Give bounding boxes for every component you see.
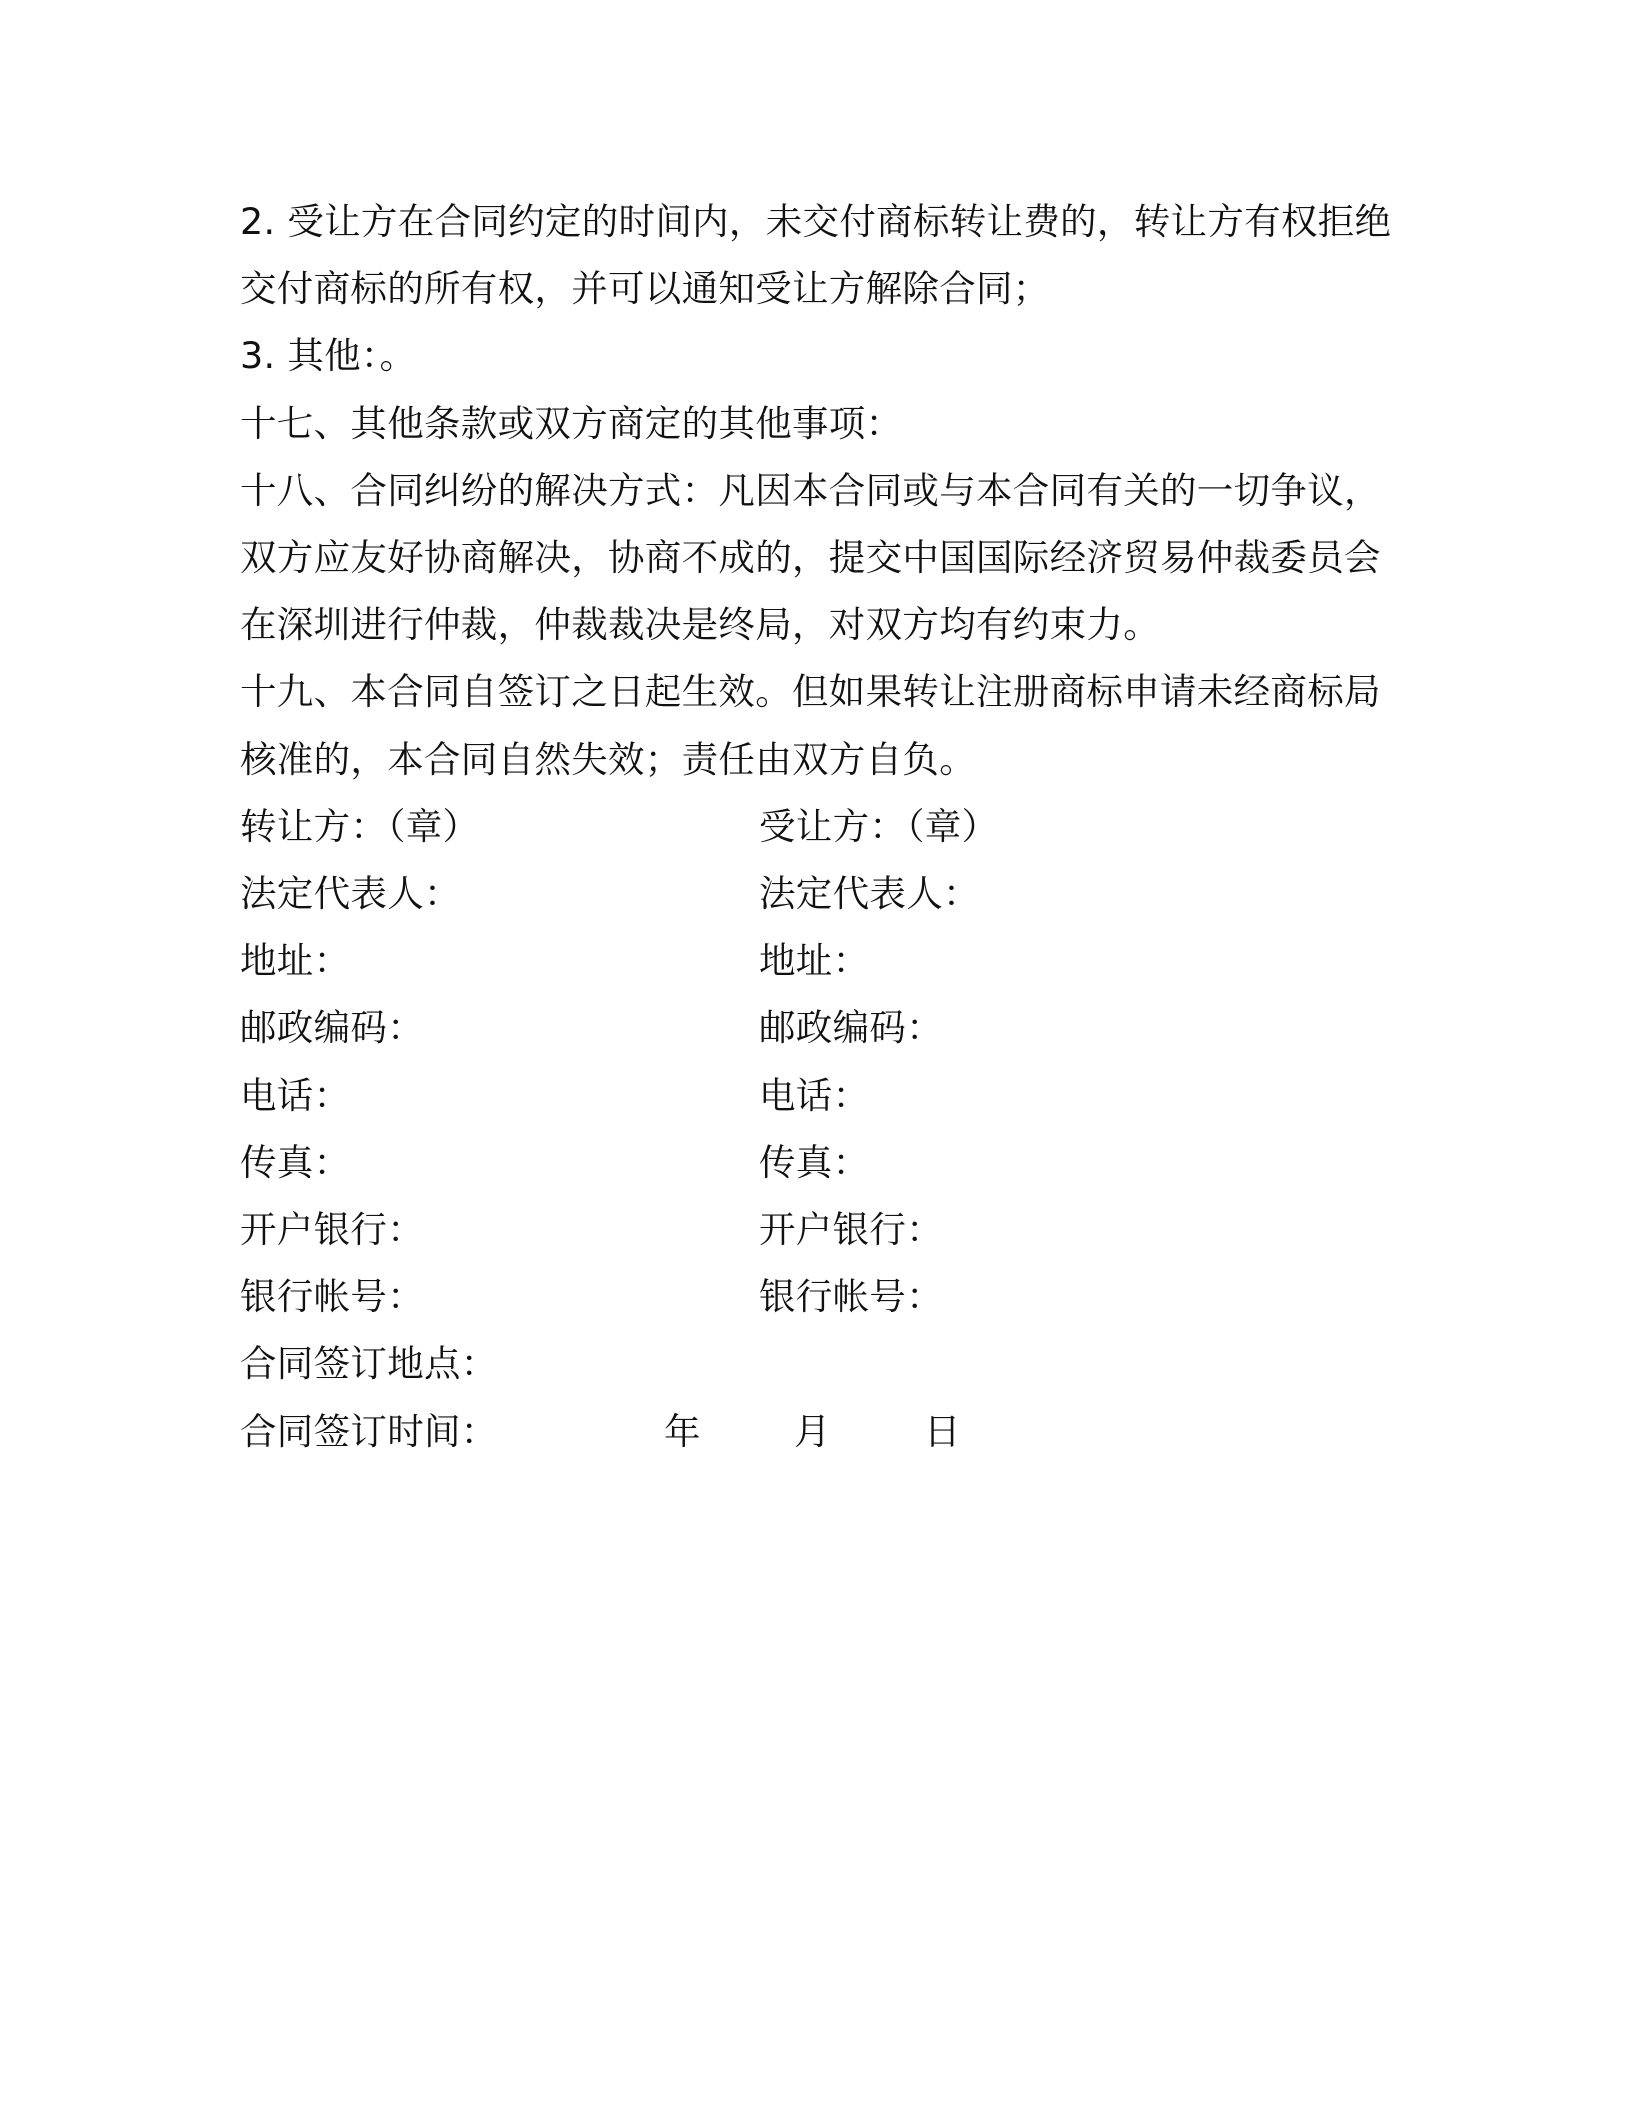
article-17: 十七、其他条款或双方商定的其他事项：: [240, 401, 903, 445]
article-18: 十八、合同纠纷的解决方式：凡因本合同或与本合同有关的一切争议，双方应友好协商解决，协商不成的，提交中国国际经济贸易仲裁委员会在深圳进行仲裁，仲裁裁决是终局，对双方均有约束力。: [240, 468, 1381, 647]
article-19: 十九、本合同自签订之日起生效。但如果转让注册商标申请未经商标局核准的，本合同自然失效；责任由双方自负。: [240, 670, 1381, 781]
signing-time-row: [240, 1398, 1405, 1465]
signature-row-bank: [240, 1196, 1405, 1263]
transferor-fax-label: 传真：: [240, 1140, 351, 1184]
signature-row-legal-rep: [240, 860, 1405, 927]
signature-row-account: [240, 1263, 1405, 1330]
signature-row-fax: [240, 1129, 1405, 1196]
signing-month-label: 月: [794, 1409, 831, 1453]
signing-time-label: 合同签订时间：: [240, 1409, 498, 1453]
transferee-bank-label: 开户银行：: [759, 1207, 943, 1251]
contract-body: [240, 188, 1405, 1465]
transferee-party-label: 受让方：（章）: [759, 804, 999, 848]
transferee-postal-code-label: 邮政编码：: [759, 1006, 943, 1050]
transferor-address-label: 地址：: [240, 939, 351, 983]
signature-row-phone: [240, 1062, 1405, 1129]
transferor-legal-rep-label: 法定代表人：: [240, 872, 461, 916]
transferee-address-label: 地址：: [759, 939, 870, 983]
transferee-account-label: 银行帐号：: [759, 1275, 943, 1319]
signature-row-party: [240, 793, 1405, 860]
transferor-postal-code-label: 邮政编码：: [240, 1006, 424, 1050]
transferee-phone-label: 电话：: [759, 1073, 870, 1117]
transferor-account-label: 银行帐号：: [240, 1275, 424, 1319]
clause-item-3: 3. 其他：。: [240, 334, 417, 378]
signature-row-address: [240, 927, 1405, 994]
signing-year-label: 年: [664, 1409, 701, 1453]
transferee-fax-label: 传真：: [759, 1140, 870, 1184]
signature-row-postal-code: [240, 994, 1405, 1061]
transferor-bank-label: 开户银行：: [240, 1207, 424, 1251]
transferee-legal-rep-label: 法定代表人：: [759, 872, 980, 916]
signing-place-label: 合同签订地点：: [240, 1342, 498, 1386]
signing-day-label: 日: [924, 1409, 961, 1453]
clause-item-2: 2. 受让方在合同约定的时间内，未交付商标转让费的，转让方有权拒绝交付商标的所有权，并可以通知受让方解除合同；: [240, 200, 1392, 311]
signing-place-row: [240, 1330, 1405, 1397]
transferor-phone-label: 电话：: [240, 1073, 351, 1117]
transferor-party-label: 转让方：（章）: [240, 804, 480, 848]
signature-block: [240, 793, 1405, 1331]
